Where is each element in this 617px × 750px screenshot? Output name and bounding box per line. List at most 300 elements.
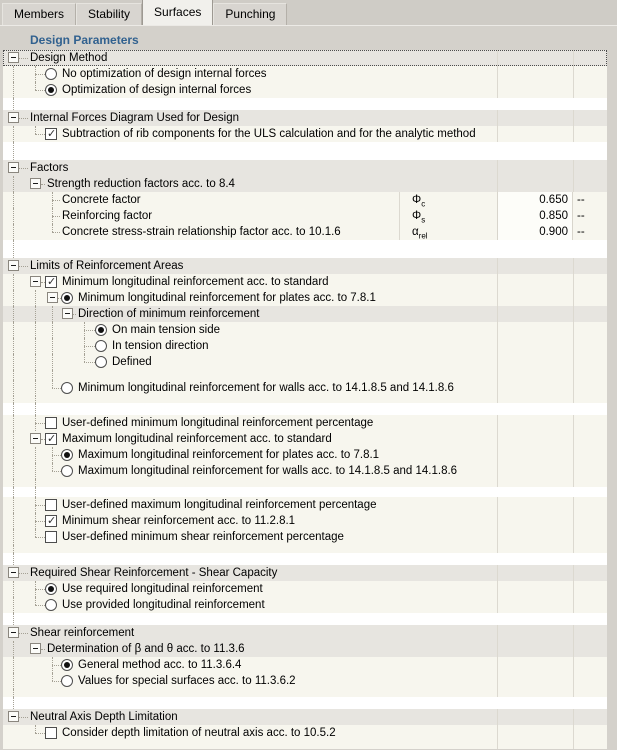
spacer-row xyxy=(3,142,607,160)
value-field[interactable]: 0.650 xyxy=(497,192,573,208)
tree-connector-line xyxy=(35,529,36,537)
tree-connector xyxy=(19,118,28,119)
column-separator xyxy=(497,354,498,370)
tree-guide-line xyxy=(13,487,14,497)
column-separator xyxy=(573,322,574,338)
tree-guide-line xyxy=(35,479,36,487)
tree-guide-line xyxy=(13,396,14,403)
column-separator xyxy=(573,597,574,613)
tree-connector xyxy=(19,717,28,718)
tree-guide-line xyxy=(13,240,14,258)
section-label: Neutral Axis Depth Limitation xyxy=(30,711,178,723)
column-separator xyxy=(399,192,400,208)
tree-guide-line xyxy=(13,208,14,224)
collapse-toggle-icon[interactable] xyxy=(30,178,41,189)
tree-guide-line xyxy=(13,370,14,380)
tree-guide-line xyxy=(13,431,14,447)
column-separator xyxy=(497,463,498,479)
column-separator xyxy=(497,126,498,142)
column-separator xyxy=(497,396,498,403)
tree-connector xyxy=(52,232,60,233)
tree-guide-line xyxy=(13,673,14,689)
tree-guide-line xyxy=(13,463,14,479)
column-separator xyxy=(573,581,574,597)
tree-connector xyxy=(35,589,45,590)
tree-guide-line xyxy=(35,487,36,497)
column-separator xyxy=(497,66,498,82)
row-label: Use required longitudinal reinforcement xyxy=(62,583,263,595)
column-separator xyxy=(573,431,574,447)
value-field[interactable]: 0.850 xyxy=(497,208,573,224)
column-separator xyxy=(497,110,498,126)
tree-row xyxy=(3,545,607,553)
tab-members[interactable]: Members xyxy=(2,3,76,25)
tree-row xyxy=(3,208,607,224)
tree-guide-line xyxy=(13,126,14,142)
column-separator xyxy=(497,415,498,431)
radio-button-checked[interactable] xyxy=(61,292,73,304)
tree-connector xyxy=(19,573,28,574)
column-separator xyxy=(573,741,574,749)
tree-guide-line xyxy=(13,290,14,306)
symbol-label: $\Phi_s$ xyxy=(412,210,426,225)
tree-guide-line xyxy=(35,463,36,479)
tab-content-panel xyxy=(0,26,617,749)
collapse-toggle-icon[interactable] xyxy=(62,308,73,319)
column-separator xyxy=(497,290,498,306)
column-separator xyxy=(497,581,498,597)
unit-label: -- xyxy=(577,194,585,206)
tab-surfaces[interactable]: Surfaces xyxy=(142,0,213,25)
tree-connector xyxy=(52,665,61,666)
column-separator xyxy=(573,565,574,581)
column-separator xyxy=(399,224,400,240)
tree-connector-line xyxy=(35,82,36,90)
tree-guide-line xyxy=(13,553,14,565)
section-label: Factors xyxy=(30,162,69,174)
radio-button[interactable] xyxy=(61,675,73,687)
column-separator xyxy=(497,306,498,322)
column-separator xyxy=(497,709,498,725)
collapse-toggle-icon[interactable] xyxy=(30,643,41,654)
section-label: Determination of β and θ acc. to 11.3.6 xyxy=(47,643,245,655)
column-separator xyxy=(497,322,498,338)
radio-button-checked[interactable] xyxy=(61,449,73,461)
unit-label: -- xyxy=(577,226,585,238)
row-label: Subtraction of rib components for the ULS calculation and for the analytic method xyxy=(62,128,476,140)
row-label: Maximum longitudinal reinforcement for plates acc. to 7.8.1 xyxy=(78,449,380,461)
collapse-toggle-icon[interactable] xyxy=(8,711,19,722)
collapse-toggle-icon[interactable] xyxy=(8,52,19,63)
radio-button[interactable] xyxy=(95,356,107,368)
column-separator xyxy=(573,689,574,697)
section-label: Shear reinforcement xyxy=(30,627,135,639)
tree-connector xyxy=(52,471,61,472)
tree-connector-line xyxy=(84,354,85,362)
tree-connector-line xyxy=(52,673,53,681)
radio-button[interactable] xyxy=(61,382,73,394)
radio-button[interactable] xyxy=(61,465,73,477)
column-separator xyxy=(573,274,574,290)
column-separator xyxy=(573,625,574,641)
tree-guide-line xyxy=(13,274,14,290)
tree-row xyxy=(3,354,607,370)
tree-row xyxy=(3,160,607,176)
tree-guide-line xyxy=(13,545,14,553)
column-separator xyxy=(573,290,574,306)
column-separator xyxy=(497,625,498,641)
tree-guide-line xyxy=(13,415,14,431)
tree-guide-line xyxy=(13,657,14,673)
tree-connector xyxy=(35,521,45,522)
row-label: User-defined maximum longitudinal reinforcement percentage xyxy=(62,499,377,511)
tree-row xyxy=(3,709,607,725)
tree-guide-line xyxy=(35,290,36,306)
tree-row xyxy=(3,290,607,306)
row-label: Consider depth limitation of neutral axis acc. to 10.5.2 xyxy=(62,727,336,739)
tree-guide-line xyxy=(13,354,14,370)
row-label: On main tension side xyxy=(112,324,221,336)
row-label: Minimum longitudinal reinforcement for walls acc. to 14.1.8.5 and 14.1.8.6 xyxy=(78,382,454,394)
tree-connector xyxy=(35,505,45,506)
tree-guide-line xyxy=(13,497,14,513)
tree-guide-line xyxy=(13,322,14,338)
row-label: Use provided longitudinal reinforcement xyxy=(62,599,265,611)
tree-connector-line xyxy=(35,126,36,134)
tree-row xyxy=(3,741,607,749)
tree-guide-line xyxy=(35,447,36,463)
column-separator xyxy=(497,689,498,697)
tree-row xyxy=(3,431,607,447)
tree-connector xyxy=(52,388,61,389)
section-label: Direction of minimum reinforcement xyxy=(78,308,260,320)
unit-label: -- xyxy=(577,210,585,222)
tree-guide-line xyxy=(35,338,36,354)
row-label: Optimization of design internal forces xyxy=(62,84,252,96)
column-separator xyxy=(497,565,498,581)
column-separator xyxy=(497,258,498,274)
column-separator xyxy=(573,160,574,176)
spacer-row xyxy=(3,98,607,110)
column-separator xyxy=(573,709,574,725)
tree-connector xyxy=(35,423,45,424)
collapse-toggle-icon[interactable] xyxy=(8,567,19,578)
tree-guide-line xyxy=(13,513,14,529)
tree-row xyxy=(3,689,607,697)
tree-row xyxy=(3,380,607,396)
tab-punching[interactable]: Punching xyxy=(213,3,287,25)
tree-guide-line xyxy=(13,98,14,110)
tree-guide-line xyxy=(13,581,14,597)
tree-row xyxy=(3,513,607,529)
tree-row xyxy=(3,126,607,142)
collapse-toggle-icon[interactable] xyxy=(30,276,41,287)
collapse-toggle-icon[interactable] xyxy=(30,433,41,444)
tree-guide-line xyxy=(52,370,53,380)
column-separator xyxy=(497,380,498,396)
tree-row xyxy=(3,463,607,479)
column-separator xyxy=(573,641,574,657)
row-label: User-defined minimum longitudinal reinforcement percentage xyxy=(62,417,374,429)
tree-connector xyxy=(35,134,45,135)
row-label: Concrete stress-strain relationship factor acc. to 10.1.6 xyxy=(62,226,341,238)
column-separator xyxy=(573,306,574,322)
tree-guide-line xyxy=(13,224,14,240)
column-separator xyxy=(573,82,574,98)
collapse-toggle-icon[interactable] xyxy=(47,292,58,303)
column-separator xyxy=(573,380,574,396)
collapse-toggle-icon[interactable] xyxy=(8,627,19,638)
column-separator xyxy=(573,176,574,192)
column-separator xyxy=(573,725,574,741)
tree-row xyxy=(3,274,607,290)
checkbox-checked[interactable] xyxy=(45,515,57,527)
tree-connector xyxy=(84,362,95,363)
section-label: Limits of Reinforcement Areas xyxy=(30,260,184,272)
tree-connector xyxy=(35,74,45,75)
column-separator xyxy=(497,160,498,176)
tree-row xyxy=(3,529,607,545)
radio-button[interactable] xyxy=(45,68,57,80)
tree-guide-line xyxy=(13,82,14,98)
column-separator xyxy=(497,497,498,513)
tree-guide-line xyxy=(35,370,36,380)
tree-row xyxy=(3,192,607,208)
tree-connector-line xyxy=(52,380,53,388)
column-separator xyxy=(497,641,498,657)
radio-button-checked[interactable] xyxy=(45,84,57,96)
checkbox[interactable] xyxy=(45,727,57,739)
tree-guide-line xyxy=(35,354,36,370)
tree-row xyxy=(3,396,607,403)
column-separator xyxy=(497,529,498,545)
column-separator xyxy=(497,657,498,673)
tree-row xyxy=(3,641,607,657)
column-separator xyxy=(573,673,574,689)
column-separator xyxy=(573,447,574,463)
row-label: Defined xyxy=(112,356,152,368)
tree-row xyxy=(3,597,607,613)
tree-guide-line xyxy=(52,354,53,370)
tree-row xyxy=(3,306,607,322)
column-separator xyxy=(573,66,574,82)
tree-row xyxy=(3,479,607,487)
tree-connector xyxy=(52,200,60,201)
column-separator xyxy=(573,545,574,553)
column-separator xyxy=(573,50,574,66)
tree-connector xyxy=(19,58,28,59)
tree-row xyxy=(3,657,607,673)
column-separator xyxy=(573,497,574,513)
tree-guide-line xyxy=(13,641,14,657)
tree-connector xyxy=(41,184,45,185)
radio-button[interactable] xyxy=(45,599,57,611)
row-label: Minimum longitudinal reinforcement acc. to standard xyxy=(62,276,329,288)
tree-connector xyxy=(35,537,45,538)
column-separator xyxy=(497,50,498,66)
tree-connector xyxy=(52,216,60,217)
tree-guide-line xyxy=(13,338,14,354)
column-separator xyxy=(573,463,574,479)
section-label: Required Shear Reinforcement - Shear Capacity xyxy=(30,567,278,579)
tree-row xyxy=(3,673,607,689)
radio-button-checked[interactable] xyxy=(45,583,57,595)
tree-row xyxy=(3,370,607,380)
tree-guide-line xyxy=(13,597,14,613)
radio-button[interactable] xyxy=(95,340,107,352)
row-label: In tension direction xyxy=(112,340,209,352)
value-field[interactable]: 0.900 xyxy=(497,224,573,240)
column-separator xyxy=(573,479,574,487)
collapse-toggle-icon[interactable] xyxy=(8,112,19,123)
column-separator xyxy=(573,258,574,274)
page-title: Design Parameters xyxy=(30,33,139,47)
checkbox[interactable] xyxy=(45,417,57,429)
tree-connector xyxy=(73,314,76,315)
column-separator xyxy=(573,354,574,370)
tree-row xyxy=(3,415,607,431)
spacer-row xyxy=(3,240,607,258)
tree-row xyxy=(3,224,607,240)
spacer-row xyxy=(3,403,607,415)
column-separator xyxy=(497,479,498,487)
column-separator xyxy=(497,176,498,192)
tree-row xyxy=(3,625,607,641)
column-separator xyxy=(497,741,498,749)
column-separator xyxy=(497,545,498,553)
tree-connector xyxy=(41,649,45,650)
tree-guide-line xyxy=(13,142,14,160)
row-label: User-defined minimum shear reinforcement percentage xyxy=(62,531,344,543)
checkbox-checked[interactable] xyxy=(45,276,57,288)
design-parameters-tree xyxy=(3,50,607,749)
tree-guide-line xyxy=(13,689,14,697)
column-separator xyxy=(497,673,498,689)
column-separator xyxy=(497,370,498,380)
column-separator xyxy=(573,657,574,673)
column-separator xyxy=(573,396,574,403)
column-separator xyxy=(573,513,574,529)
collapse-toggle-icon[interactable] xyxy=(8,260,19,271)
tree-row xyxy=(3,338,607,354)
tree-guide-line xyxy=(13,192,14,208)
tree-row xyxy=(3,66,607,82)
tree-row xyxy=(3,322,607,338)
tree-guide-line xyxy=(13,66,14,82)
spacer-row xyxy=(3,553,607,565)
tree-row xyxy=(3,497,607,513)
row-label: Minimum longitudinal reinforcement for plates acc. to 7.8.1 xyxy=(78,292,376,304)
tree-guide-line xyxy=(35,306,36,322)
radio-button-checked[interactable] xyxy=(95,324,107,336)
tree-row xyxy=(3,50,607,66)
tree-connector xyxy=(35,90,45,91)
section-label: Internal Forces Diagram Used for Design xyxy=(30,112,239,124)
tree-guide-line xyxy=(35,322,36,338)
spacer-row xyxy=(3,487,607,497)
tree-connector xyxy=(52,681,61,682)
column-separator xyxy=(573,126,574,142)
column-separator xyxy=(573,110,574,126)
symbol-label: $\alpha_{rel}$ xyxy=(412,226,428,241)
row-label: Concrete factor xyxy=(62,194,141,206)
row-label: Values for special surfaces acc. to 11.3.6.2 xyxy=(78,675,296,687)
tab-stability[interactable]: Stability xyxy=(76,3,142,25)
column-separator xyxy=(497,513,498,529)
row-label: Reinforcing factor xyxy=(62,210,153,222)
column-separator xyxy=(573,370,574,380)
column-separator xyxy=(497,447,498,463)
tree-row xyxy=(3,725,607,741)
checkbox[interactable] xyxy=(45,499,57,511)
column-separator xyxy=(573,415,574,431)
radio-button-checked[interactable] xyxy=(61,659,73,671)
row-label: General method acc. to 11.3.6.4 xyxy=(78,659,242,671)
symbol-label: $\Phi_c$ xyxy=(412,194,426,209)
tree-connector-line xyxy=(52,463,53,471)
tree-connector xyxy=(35,605,45,606)
row-label: Maximum longitudinal reinforcement acc. to standard xyxy=(62,433,332,445)
tree-guide-line xyxy=(13,176,14,192)
row-label: No optimization of design internal forces xyxy=(62,68,267,80)
tree-row xyxy=(3,82,607,98)
tree-guide-line xyxy=(13,306,14,322)
collapse-toggle-icon[interactable] xyxy=(8,162,19,173)
tree-guide-line xyxy=(13,697,14,709)
tree-connector xyxy=(19,633,28,634)
tree-connector xyxy=(84,330,95,331)
column-separator xyxy=(497,82,498,98)
spacer-row xyxy=(3,697,607,709)
tree-guide-line xyxy=(52,306,53,322)
checkbox-checked[interactable] xyxy=(45,128,57,140)
tree-guide-line xyxy=(52,322,53,338)
column-separator xyxy=(399,208,400,224)
tab-bar xyxy=(0,0,617,26)
tree-connector xyxy=(19,266,28,267)
tree-row xyxy=(3,447,607,463)
tree-connector xyxy=(19,168,28,169)
column-separator xyxy=(497,725,498,741)
column-separator xyxy=(497,338,498,354)
column-separator xyxy=(497,597,498,613)
column-separator xyxy=(497,274,498,290)
tree-guide-line xyxy=(13,613,14,625)
tree-connector xyxy=(35,733,45,734)
tree-row xyxy=(3,176,607,192)
column-separator xyxy=(573,529,574,545)
column-separator xyxy=(573,338,574,354)
tree-guide-line xyxy=(13,447,14,463)
tree-connector-line xyxy=(52,224,53,232)
row-label: Maximum longitudinal reinforcement for walls acc. to 14.1.8.5 and 14.1.8.6 xyxy=(78,465,458,477)
tree-row xyxy=(3,565,607,581)
tree-guide-line xyxy=(13,403,14,415)
section-label: Strength reduction factors acc. to 8.4 xyxy=(47,178,235,190)
tree-row xyxy=(3,110,607,126)
tree-guide-line xyxy=(35,380,36,396)
spacer-row xyxy=(3,613,607,625)
checkbox-checked[interactable] xyxy=(45,433,57,445)
tree-guide-line xyxy=(52,338,53,354)
row-label: Minimum shear reinforcement acc. to 11.2.8.1 xyxy=(62,515,296,527)
checkbox[interactable] xyxy=(45,531,57,543)
column-separator xyxy=(497,431,498,447)
tree-connector-line xyxy=(35,725,36,733)
tree-connector xyxy=(52,455,61,456)
section-label: Design Method xyxy=(30,52,108,64)
tree-guide-line xyxy=(35,396,36,403)
